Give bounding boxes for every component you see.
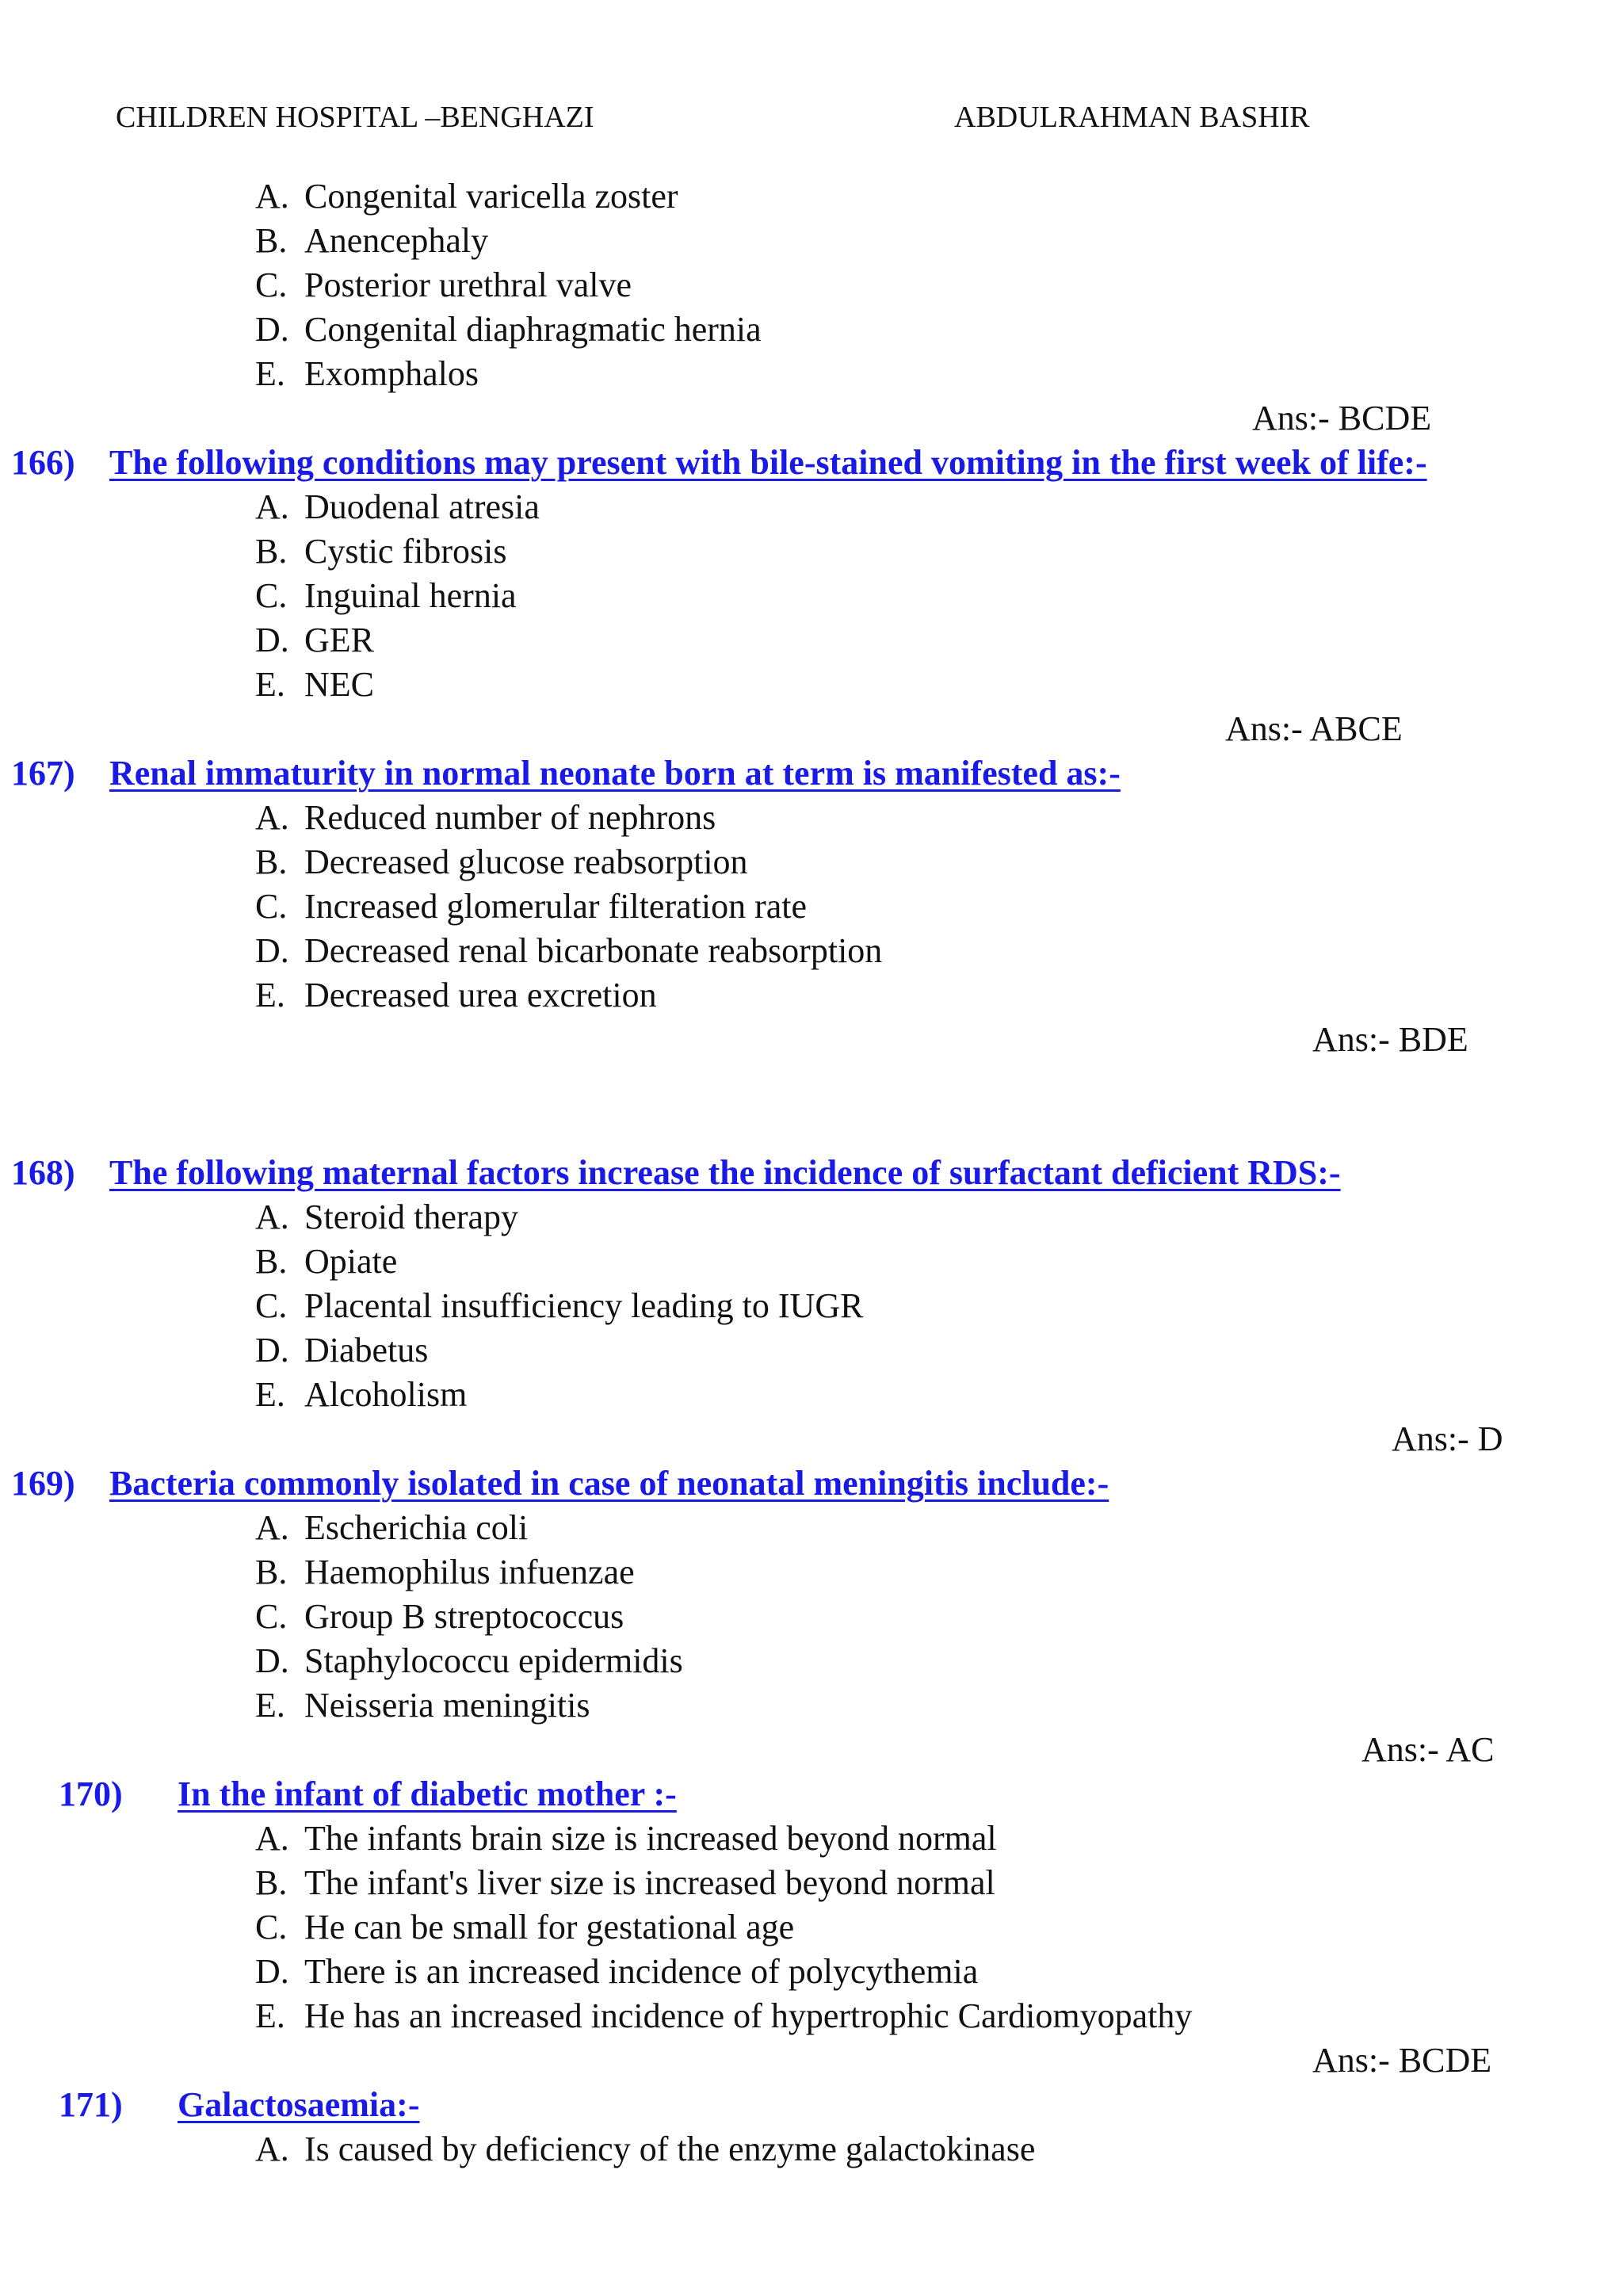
option-item (255, 1284, 863, 1328)
option-letter: B. (255, 1242, 288, 1281)
question-167 (0, 751, 1623, 796)
question-169 (0, 1461, 1623, 1506)
option-text: Placental insufficiency leading to IUGR (304, 1286, 864, 1325)
option-text: Steroid therapy (304, 1198, 519, 1236)
option-letter: D. (255, 931, 289, 970)
option-item (255, 1328, 428, 1373)
option-text: Diabetus (304, 1331, 429, 1370)
option-text: Reduced number of nephrons (304, 798, 716, 837)
option-item (255, 485, 540, 529)
option-letter: C. (255, 1908, 288, 1946)
option-letter: D. (255, 310, 289, 349)
option-letter: A. (255, 798, 289, 837)
question-number: 169) (11, 1464, 75, 1503)
option-letter: C. (255, 1286, 288, 1325)
option-text: Staphylococcu epidermidis (304, 1641, 683, 1680)
option-letter: E. (255, 976, 285, 1014)
option-text: Is caused by deficiency of the enzyme galactokinase (304, 2130, 1036, 2168)
question-text: The following maternal factors increase the incidence of surfactant deficient RDS:- (109, 1153, 1341, 1192)
option-text: Decreased glucose reabsorption (304, 842, 748, 881)
option-text: He can be small for gestational age (304, 1908, 795, 1946)
option-text: NEC (304, 665, 374, 704)
option-letter: A. (255, 1508, 289, 1547)
option-letter: E. (255, 354, 285, 393)
option-item (255, 263, 632, 308)
option-letter: E. (255, 1996, 285, 2035)
option-text: He has an increased incidence of hypertrophic Cardiomyopathy (304, 1996, 1193, 2035)
option-item (255, 1595, 624, 1639)
option-item (255, 1639, 683, 1683)
question-170 (0, 1772, 1623, 1817)
option-text: Congenital varicella zoster (304, 177, 678, 216)
answer-text: Ans:- BCDE (1312, 2041, 1492, 2080)
option-text: GER (304, 621, 374, 659)
option-text: Haemophilus infuenzae (304, 1553, 635, 1591)
option-item (255, 1373, 467, 1417)
option-item (255, 219, 488, 263)
answer-text: Ans:- D (1392, 1419, 1503, 1458)
question-number: 171) (59, 2085, 123, 2124)
option-letter: C. (255, 576, 288, 615)
question-number: 170) (59, 1775, 123, 1813)
option-item (255, 352, 479, 396)
question-text: The following conditions may present with bile-stained vomiting in the first week of life:- (109, 443, 1427, 482)
option-text: The infants brain size is increased beyond normal (304, 1819, 997, 1858)
option-letter: D. (255, 1641, 289, 1680)
question-number: 167) (11, 754, 75, 793)
option-item (255, 929, 882, 973)
option-item (255, 574, 517, 618)
question-text: Galactosaemia:- (178, 2085, 420, 2124)
option-item (255, 884, 807, 929)
answer-text: Ans:- BCDE (1252, 399, 1432, 437)
option-letter: B. (255, 1553, 288, 1591)
option-item (255, 1550, 635, 1595)
answer-text: Ans:- ABCE (1225, 709, 1403, 748)
option-item (255, 973, 657, 1018)
option-text: There is an increased incidence of polycythemia (304, 1952, 979, 1991)
option-letter: A. (255, 487, 289, 526)
question-number: 168) (11, 1153, 75, 1192)
option-item (255, 174, 678, 219)
option-letter: B. (255, 842, 288, 881)
question-text: In the infant of diabetic mother :- (178, 1775, 677, 1813)
option-text: Escherichia coli (304, 1508, 529, 1547)
option-item (255, 308, 762, 352)
option-item (255, 1240, 397, 1284)
question-text: Bacteria commonly isolated in case of neonatal meningitis include:- (109, 1464, 1109, 1503)
option-letter: A. (255, 1819, 289, 1858)
option-item (255, 2127, 1035, 2172)
option-item (255, 1905, 794, 1950)
header-left: CHILDREN HOSPITAL –BENGHAZI (116, 101, 594, 134)
option-text: Group B streptococcus (304, 1597, 624, 1636)
option-text: Exomphalos (304, 354, 479, 393)
option-letter: B. (255, 532, 288, 571)
option-item (255, 1994, 1192, 2038)
option-letter: A. (255, 2130, 289, 2168)
option-letter: E. (255, 665, 285, 704)
header-right: ABDULRAHMAN BASHIR (954, 101, 1310, 134)
option-letter: C. (255, 1597, 288, 1636)
option-letter: A. (255, 1198, 289, 1236)
option-text: Cystic fibrosis (304, 532, 507, 571)
option-letter: B. (255, 221, 288, 260)
question-168 (0, 1151, 1623, 1195)
option-text: Neisseria meningitis (304, 1686, 590, 1725)
option-item (255, 1861, 995, 1905)
option-letter: A. (255, 177, 289, 216)
question-166 (0, 441, 1623, 485)
option-item (255, 663, 374, 707)
option-text: Inguinal hernia (304, 576, 517, 615)
question-text: Renal immaturity in normal neonate born at term is manifested as:- (109, 754, 1121, 793)
option-item (255, 529, 506, 574)
option-letter: D. (255, 621, 289, 659)
option-item (255, 1817, 997, 1861)
option-item (255, 1506, 528, 1550)
option-text: Duodenal atresia (304, 487, 540, 526)
option-item (255, 618, 374, 663)
answer-text: Ans:- BDE (1312, 1020, 1468, 1059)
option-item (255, 1950, 978, 1994)
option-letter: B. (255, 1863, 288, 1902)
option-text: Opiate (304, 1242, 398, 1281)
option-letter: E. (255, 1375, 285, 1414)
option-letter: C. (255, 887, 288, 926)
option-text: Anencephaly (304, 221, 489, 260)
option-letter: D. (255, 1331, 289, 1370)
option-text: Posterior urethral valve (304, 266, 632, 304)
option-text: Decreased renal bicarbonate reabsorption (304, 931, 883, 970)
option-text: Decreased urea excretion (304, 976, 657, 1014)
question-number: 166) (11, 443, 75, 482)
answer-text: Ans:- AC (1361, 1730, 1495, 1769)
option-letter: D. (255, 1952, 289, 1991)
option-letter: E. (255, 1686, 285, 1725)
option-item (255, 1683, 590, 1728)
option-item (255, 1195, 518, 1240)
option-letter: C. (255, 266, 288, 304)
option-text: The infant's liver size is increased beyond normal (304, 1863, 995, 1902)
option-item (255, 840, 748, 884)
question-171 (0, 2083, 1623, 2127)
option-text: Alcoholism (304, 1375, 468, 1414)
option-text: Increased glomerular filteration rate (304, 887, 808, 926)
option-item (255, 796, 716, 840)
option-text: Congenital diaphragmatic hernia (304, 310, 762, 349)
